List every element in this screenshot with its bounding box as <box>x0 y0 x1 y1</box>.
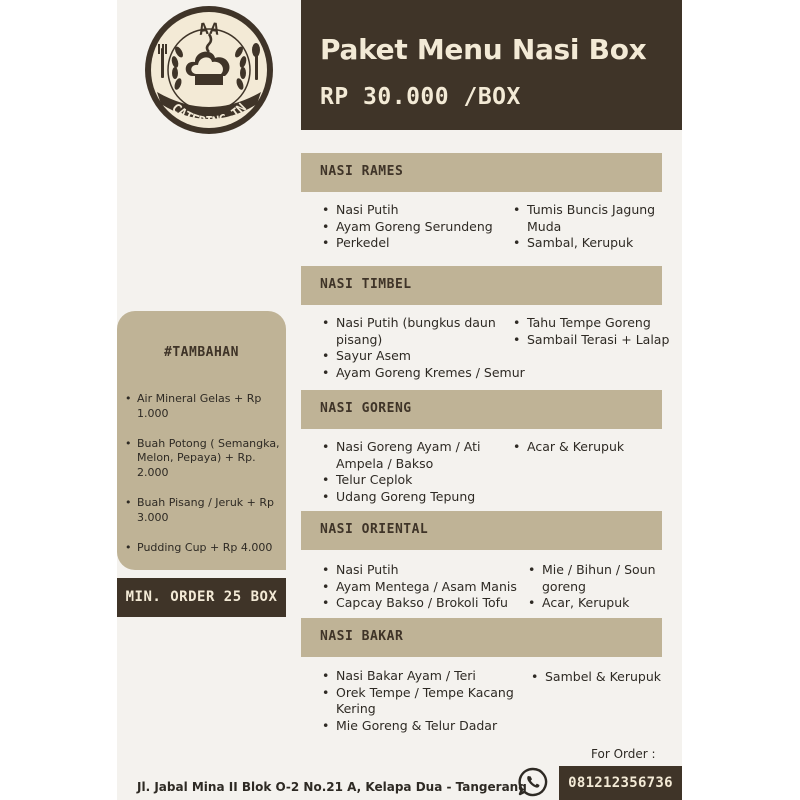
menu-item: • Telur Ceplok <box>322 472 502 489</box>
menu-list-left <box>322 668 522 734</box>
logo-bottom-text: CATERING-IN <box>168 100 250 130</box>
extras-title: #TAMBAHAN <box>164 345 239 360</box>
section-title: NASI BAKAR <box>320 629 404 644</box>
menu-item: • Sambel & Kerupuk <box>531 669 666 686</box>
menu-list-left <box>322 202 522 252</box>
extras-item: • Air Mineral Gelas + Rp 1.000 <box>123 392 283 422</box>
phone-badge <box>559 766 682 800</box>
menu-item: • Orek Tempe / Tempe Kacang Kering <box>322 685 522 718</box>
menu-item: • Nasi Putih <box>322 202 522 219</box>
section-title: NASI TIMBEL <box>320 277 412 292</box>
address-text: Jl. Jabal Mina II Blok O-2 No.21 A, Kelapa Dua - Tangerang <box>137 780 527 794</box>
menu-list-left <box>322 315 525 381</box>
min-order-label: MIN. ORDER 25 BOX <box>125 589 278 605</box>
menu-item: • Nasi Bakar Ayam / Teri <box>322 668 522 685</box>
whatsapp-icon <box>518 767 548 797</box>
section-header-nasi-goreng <box>301 390 662 429</box>
section-header-nasi-bakar <box>301 618 662 657</box>
section-title: NASI RAMES <box>320 164 404 179</box>
menu-item: • Mie Goreng & Telur Dadar <box>322 718 522 735</box>
section-header-nasi-rames <box>301 153 662 192</box>
section-header-nasi-oriental <box>301 511 662 550</box>
menu-item: • Acar, Kerupuk <box>528 595 663 612</box>
menu-list-right <box>513 439 663 456</box>
menu-list-right <box>528 562 663 612</box>
menu-item: • Sayur Asem <box>322 348 522 365</box>
logo-top-text: AA <box>197 18 221 39</box>
section-header-nasi-timbel <box>301 266 662 305</box>
menu-item: • Ayam Mentega / Asam Manis <box>322 579 527 596</box>
section-title: NASI GORENG <box>320 401 412 416</box>
menu-list-left <box>322 439 502 505</box>
menu-item: • Tahu Tempe Goreng <box>513 315 673 332</box>
extras-item: • Buah Pisang / Jeruk + Rp 3.000 <box>123 496 283 526</box>
min-order-badge <box>117 578 286 617</box>
for-order-label: For Order : <box>591 747 656 761</box>
extras-item: • Buah Potong ( Semangka, Melon, Pepaya) + Rp. 2.000 <box>123 437 283 481</box>
menu-list-left <box>322 562 527 612</box>
menu-item: • Ayam Goreng Serundeng <box>322 219 522 236</box>
menu-list-right <box>531 669 666 686</box>
extras-panel <box>117 311 286 570</box>
phone-number: 081212356736 <box>568 775 673 791</box>
price-label: RP 30.000 /BOX <box>320 84 521 110</box>
menu-list-right <box>513 315 673 348</box>
section-title: NASI ORIENTAL <box>320 522 429 537</box>
menu-item: • Capcay Bakso / Brokoli Tofu <box>322 595 527 612</box>
menu-item: • Udang Goreng Tepung <box>322 489 502 506</box>
menu-item: • Ayam Goreng Kremes / Semur <box>322 365 522 382</box>
menu-item: • Nasi Putih <box>322 562 527 579</box>
menu-item: • Sambal, Kerupuk <box>513 235 663 252</box>
extras-item: • Pudding Cup + Rp 4.000 <box>123 541 283 556</box>
menu-item: • Mie / Bihun / Soun goreng <box>528 562 663 595</box>
header-banner <box>301 0 682 130</box>
catering-logo <box>143 4 275 136</box>
menu-item: • Tumis Buncis Jagung Muda <box>513 202 663 235</box>
extras-list <box>123 392 283 570</box>
menu-list-right <box>513 202 663 252</box>
page-title: Paket Menu Nasi Box <box>320 33 647 66</box>
menu-item: • Nasi Goreng Ayam / Ati Ampela / Bakso <box>322 439 502 472</box>
menu-item: • Perkedel <box>322 235 522 252</box>
menu-item: • Acar & Kerupuk <box>513 439 663 456</box>
menu-item: • Nasi Putih (bungkus daun pisang) <box>322 315 522 348</box>
menu-item: • Sambail Terasi + Lalap <box>513 332 673 349</box>
